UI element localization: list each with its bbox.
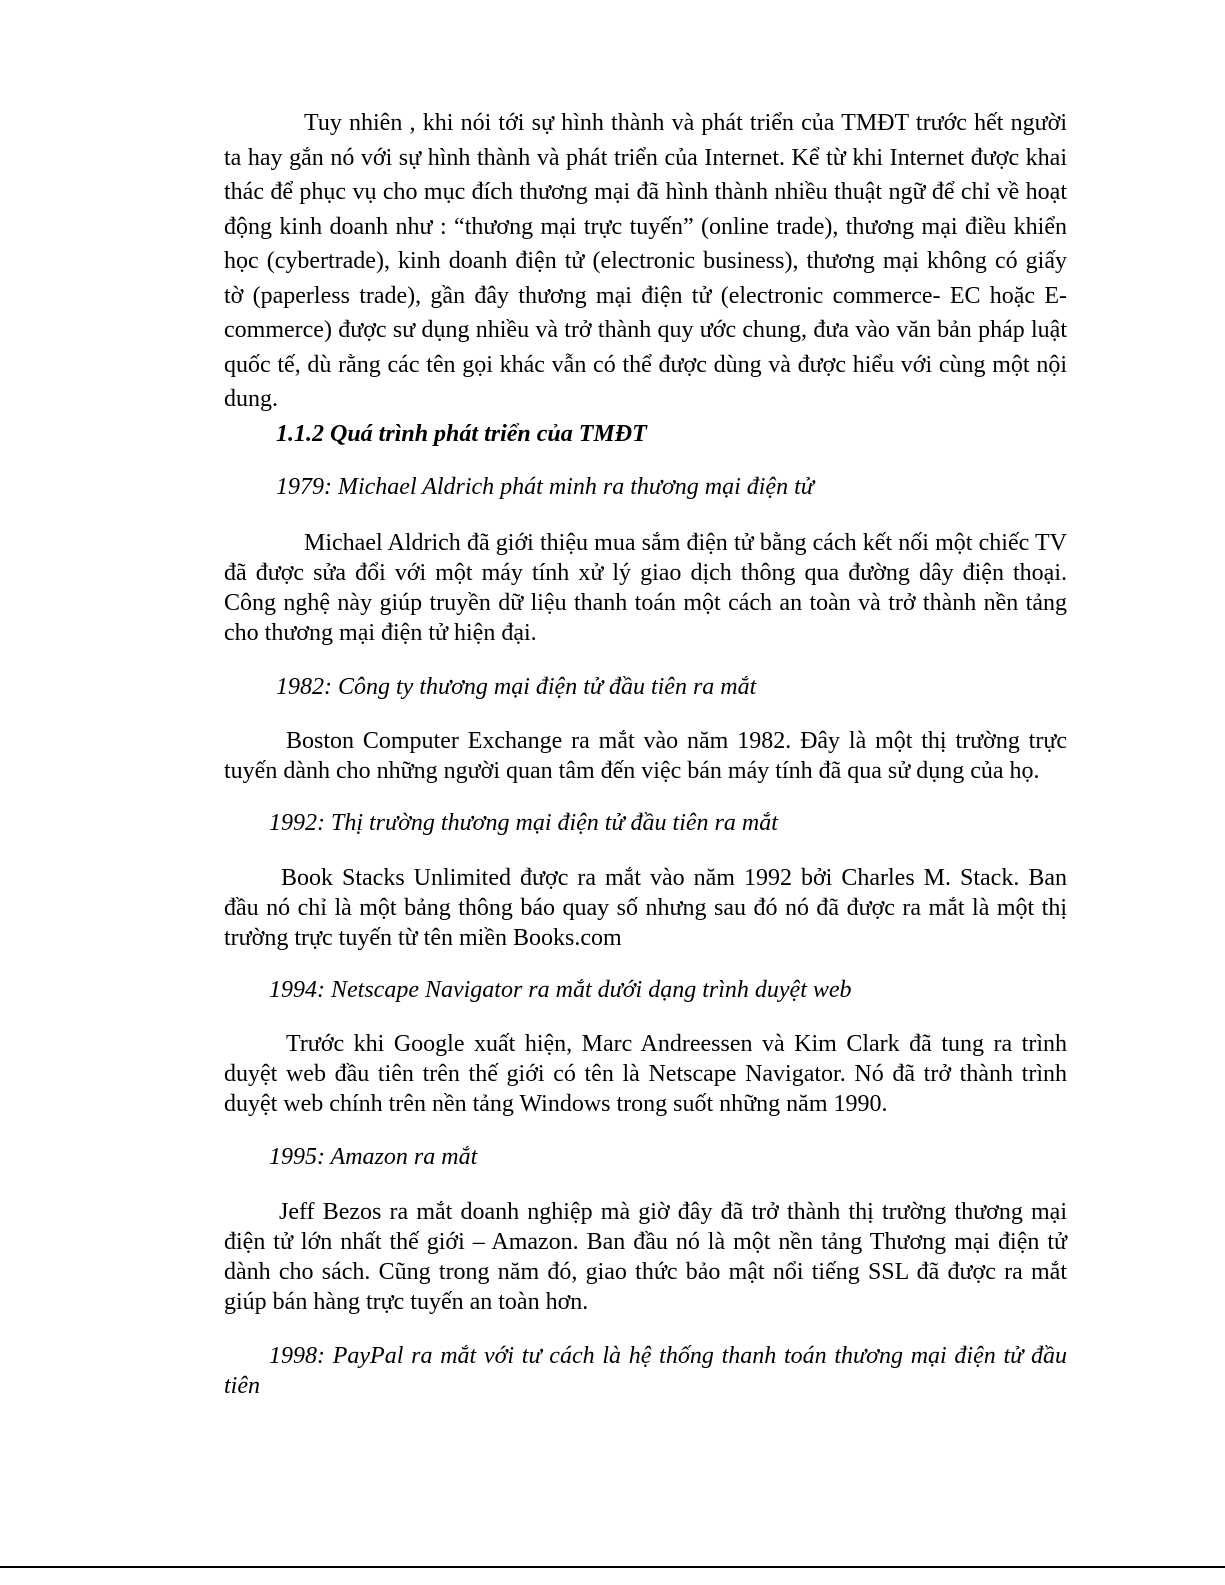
event-body-1994: Trước khi Google xuất hiện, Marc Andreessen và Kim Clark đã tung ra trình duyệt web đầu tiên trên thế giới có tên là Netscape Navigator. Nó đã trở thành trình duyệt web chính trên nền tảng Windows trong suốt những năm 1990. bbox=[224, 1030, 1067, 1117]
page-bottom-rule bbox=[0, 1566, 1225, 1568]
event-title-1979: 1979: Michael Aldrich phát minh ra thương mại điện tử bbox=[276, 473, 814, 500]
event-title-1982: 1982: Công ty thương mại điện tử đầu tiên ra mắt bbox=[276, 673, 757, 700]
event-title-1992: 1992: Thị trường thương mại điện tử đầu tiên ra mắt bbox=[269, 809, 778, 836]
event-title-1994: 1994: Netscape Navigator ra mắt dưới dạng trình duyệt web bbox=[269, 976, 852, 1003]
event-body-1995: Jeff Bezos ra mắt doanh nghiệp mà giờ đây đã trở thành thị trường thương mại điện tử lớn nhất thế giới – Amazon. Ban đầu nó là một nền tảng Thương mại điện tử dành cho sách. Cũng trong năm đó, giao thức bảo mật nổi tiếng SSL đã được ra mắt giúp bán hàng trực tuyến an toàn hơn. bbox=[224, 1198, 1067, 1315]
event-title-1998: 1998: PayPal ra mắt với tư cách là hệ thống thanh toán thương mại điện tử đầu tiên bbox=[224, 1342, 1067, 1399]
document-page bbox=[224, 106, 1067, 1401]
event-title-1995: 1995: Amazon ra mắt bbox=[269, 1143, 478, 1170]
intro-paragraph: Tuy nhiên , khi nói tới sự hình thành và phát triển của TMĐT trước hết người ta hay gắn nó với sự hình thành và phát triển của Internet. Kể từ khi Internet được khai thác để phục vụ cho mục đích thương mại đã hình thành nhiều thuật ngữ để chỉ về hoạt động kinh doanh như : “thương mại trực tuyến” (online trade), thương mại điều khiển học (cybertrade), kinh doanh điện tử (electronic business), thương mại không có giấy tờ (paperless trade), gần đây thương mại điện tử (electronic commerce- EC hoặc E- commerce) được sư dụng nhiều và trở thành quy ước chung, đưa vào văn bản pháp luật quốc tế, dù rằng các tên gọi khác vẫn có thể được dùng và được hiểu với cùng một nội dung. bbox=[224, 110, 1067, 412]
section-heading: 1.1.2 Quá trình phát triển của TMĐT bbox=[276, 420, 647, 447]
event-body-1992: Book Stacks Unlimited được ra mắt vào năm 1992 bởi Charles M. Stack. Ban đầu nó chỉ là một bảng thông báo quay số nhưng sau đó nó đã được ra mắt là một thị trường trực tuyến từ tên miền Books.com bbox=[224, 864, 1067, 951]
event-body-1982: Boston Computer Exchange ra mắt vào năm 1982. Đây là một thị trường trực tuyến dành cho những người quan tâm đến việc bán máy tính đã qua sử dụng của họ. bbox=[224, 727, 1067, 784]
event-body-1979: Michael Aldrich đã giới thiệu mua sắm điện tử bằng cách kết nối một chiếc TV đã được sửa đổi với một máy tính xử lý giao dịch thông qua đường dây điện thoại. Công nghệ này giúp truyền dữ liệu thanh toán một cách an toàn và trở thành nền tảng cho thương mại điện tử hiện đại. bbox=[224, 529, 1067, 646]
